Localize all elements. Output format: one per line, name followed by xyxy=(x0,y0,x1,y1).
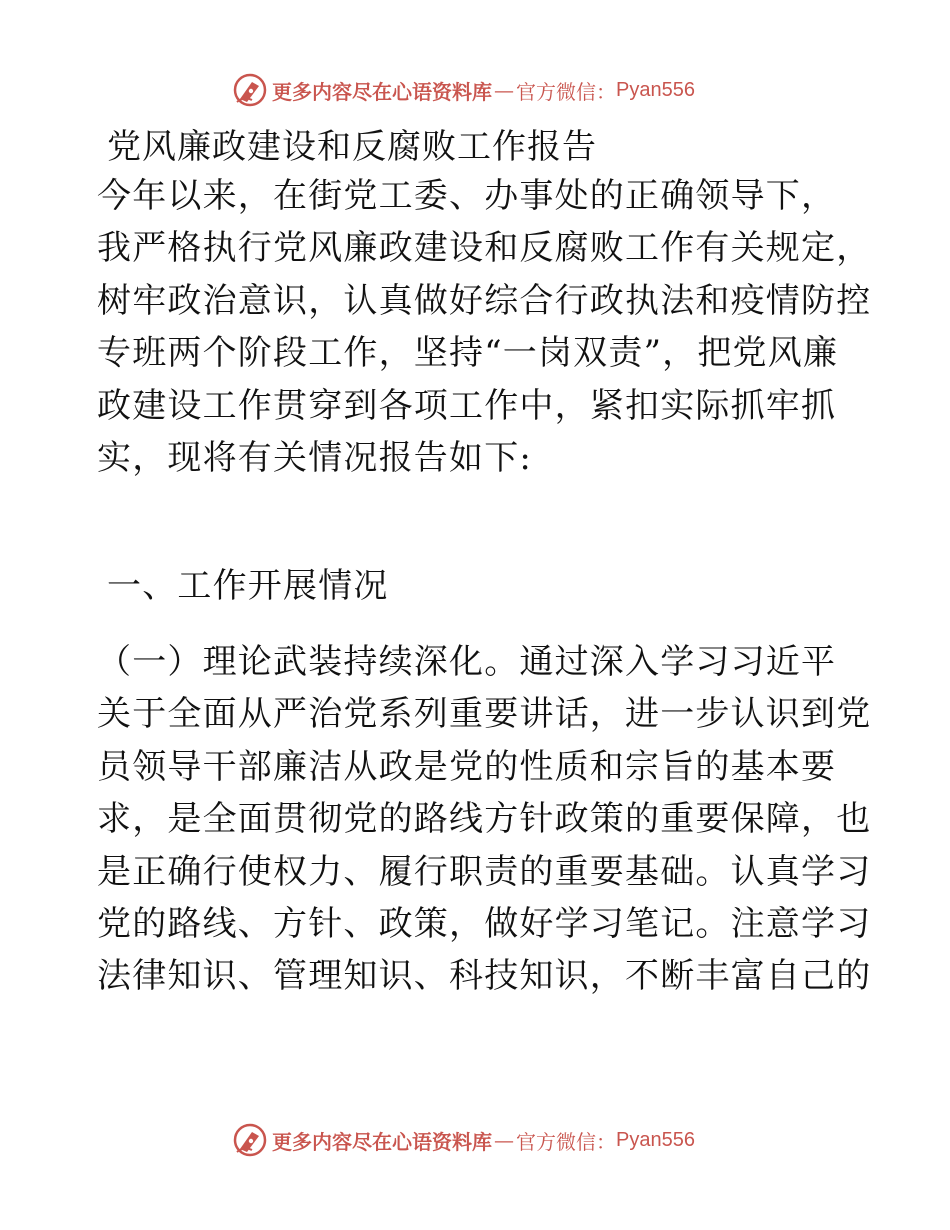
paragraph-line: 求，是全面贯彻党的路线方针政策的重要保障，也 xyxy=(97,799,872,840)
paragraph-line: 法律知识、管理知识、科技知识，不断丰富自己的 xyxy=(97,956,872,997)
paragraph-line: 关于全面从严治党系列重要讲话，进一步认识到党 xyxy=(97,694,872,735)
paragraph-line: 员领导干部廉洁从政是党的性质和宗旨的基本要 xyxy=(97,746,837,787)
watermark-dash: — xyxy=(494,1128,514,1152)
section-heading: 一、工作开展情况 xyxy=(107,566,389,606)
document-title: 党风廉政建设和反腐败工作报告 xyxy=(107,127,597,167)
paragraph-line: 我严格执行党风廉政建设和反腐败工作有关规定， xyxy=(97,228,872,269)
watermark-official-label: 官方微信： xyxy=(516,1129,616,1154)
paragraph-line: （一）理论武装持续深化。通过深入学习习近平 xyxy=(97,642,837,682)
paragraph-line: 树牢政治意识，认真做好综合行政执法和疫情防控 xyxy=(97,280,872,321)
paragraph-line: 政建设工作贯穿到各项工作中，紧扣实际抓牢抓 xyxy=(97,385,837,426)
pen-nib-logo-icon xyxy=(232,72,268,108)
watermark-dash: — xyxy=(494,78,514,102)
intro-paragraph xyxy=(97,170,872,484)
paragraph-line: 实，现将有关情况报告如下: xyxy=(97,437,533,478)
paragraph-line: 党的路线、方针、政策，做好学习笔记。注意学习 xyxy=(97,903,872,944)
watermark-brand: 更多内容尽在心语资料库 xyxy=(272,1129,492,1154)
paragraph-line: 今年以来，在街党工委、办事处的正确领导下， xyxy=(97,176,837,216)
paragraph-line: 是正确行使权力、履行职责的重要基础。认真学习 xyxy=(97,851,872,892)
watermark-official-label: 官方微信： xyxy=(516,79,616,104)
footer-watermark xyxy=(232,1120,695,1160)
pen-nib-logo-icon xyxy=(232,1122,268,1158)
watermark-wechat-id: Pyan556 xyxy=(616,78,695,101)
watermark-wechat-id: Pyan556 xyxy=(616,1128,695,1151)
watermark-brand: 更多内容尽在心语资料库 xyxy=(272,79,492,104)
section-paragraph xyxy=(97,636,872,1003)
header-watermark xyxy=(232,70,695,110)
paragraph-line: 专班两个阶段工作，坚持“一岗双责”，把党风廉 xyxy=(97,333,839,374)
